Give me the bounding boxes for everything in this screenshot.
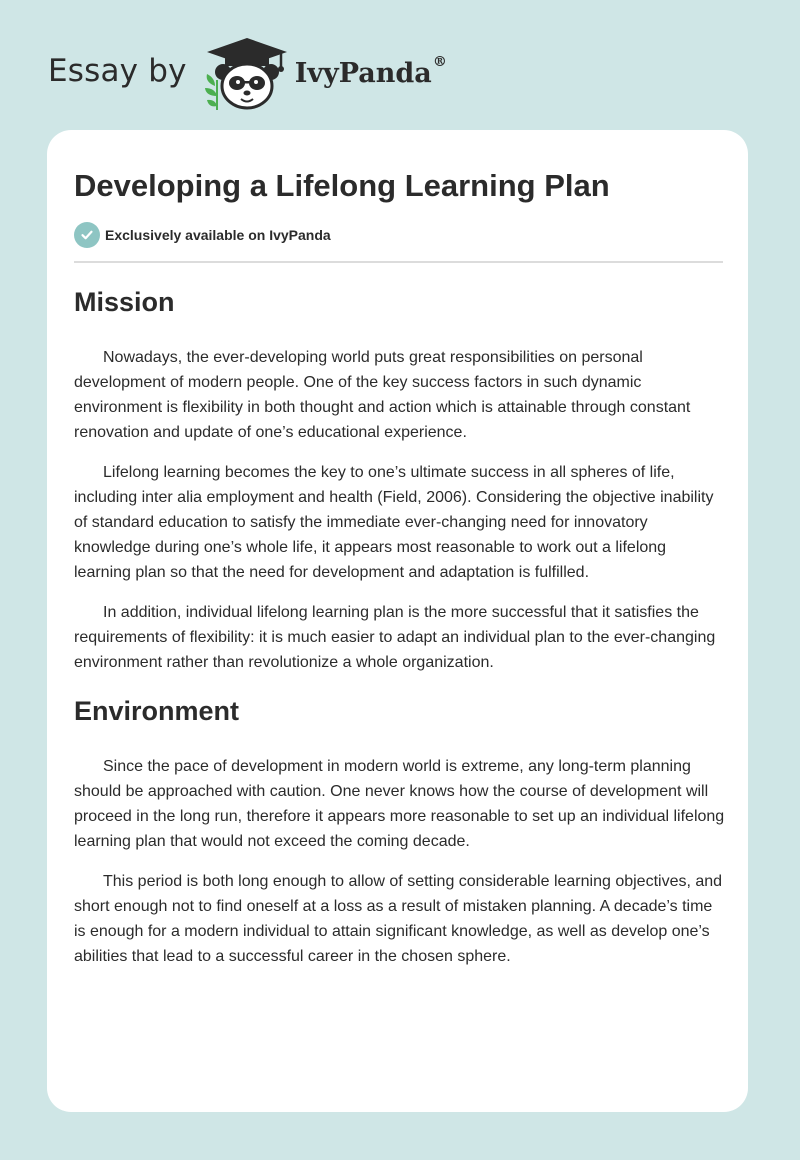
registered-mark: ®	[432, 53, 447, 70]
exclusive-badge	[74, 222, 331, 248]
section-heading-mission: Mission	[74, 287, 175, 317]
paragraph: This period is both long enough to allow of setting considerable learning objectives, and short enough not to find oneself at a loss as a result of mistaken planning. A decade’s time is enough for a modern individual to attain significant knowledge, as well as develop one’s abilities that lead to a successful career in the chosen sphere.	[74, 873, 723, 965]
essay-content	[74, 280, 726, 969]
paragraph: Lifelong learning becomes the key to one’s ultimate success in all spheres of life, including inter alia employment and health (Field, 2006). Considering the objective inability of standard education to satisfy the immediate ever-changing need for innovatory knowledge during one’s whole life, it appears most reasonable to work out a lifelong learning plan so that the need for development and adaptation is fulfilled.	[74, 464, 714, 581]
brand-prefix: Essay by	[48, 53, 187, 89]
paragraph: In addition, individual lifelong learning plan is the more successful that it satisfies the requirements of flexibility: it is much easier to adapt an individual plan to the ever-changing environment rather than revolutionize a whole organization.	[74, 604, 716, 671]
divider	[74, 261, 723, 263]
exclusive-label: Exclusively available on IvyPanda	[105, 227, 331, 243]
essay-card	[47, 130, 748, 1112]
section-heading-environment: Environment	[74, 696, 240, 726]
brand-name: IvyPanda®	[294, 53, 447, 89]
check-circle-icon	[74, 222, 100, 248]
page-title: Developing a Lifelong Learning Plan	[74, 168, 610, 203]
panda-logo-icon	[201, 36, 293, 112]
brand-header[interactable]	[48, 36, 447, 112]
paragraph: Since the pace of development in modern world is extreme, any long-term planning should be approached with caution. One never knows how the course of development will proceed in the long run, therefore it appears more reasonable to set up an individual lifelong learning plan that would not exceed the coming decade.	[74, 758, 725, 850]
paragraph: Nowadays, the ever-developing world puts great responsibilities on personal development of modern people. One of the key success factors in such dynamic environment is flexibility in both thought and action which is attainable through constant renovation and update of one’s educational experience.	[74, 349, 691, 441]
